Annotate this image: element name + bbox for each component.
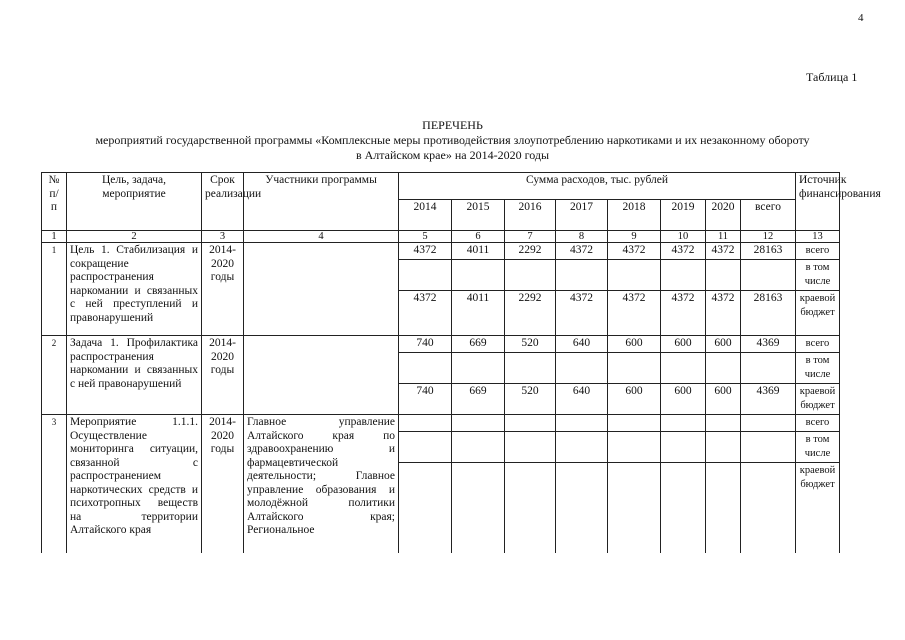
column-number: 10 — [661, 231, 706, 243]
column-number: 11 — [706, 231, 741, 243]
row-term: 2014-2020 годы — [202, 336, 244, 415]
header-source: Источник финансирования — [796, 173, 840, 231]
source-budget: краевой бюджет — [796, 463, 840, 554]
value-budget: 4369 — [741, 384, 796, 415]
header-row — [42, 173, 840, 200]
row-goal: Цель 1. Стабилизация и сокращение распространения наркомании и связанных с ней преступлений и правонарушений — [67, 243, 202, 336]
column-number: 2 — [67, 231, 202, 243]
value-total: 4011 — [452, 243, 505, 260]
table-row — [42, 336, 840, 353]
column-number: 9 — [608, 231, 661, 243]
value-total: 4372 — [399, 243, 452, 260]
column-number: 7 — [505, 231, 556, 243]
row-goal: Задача 1. Профилактика распространения наркомании и связанных с ней правонарушений — [67, 336, 202, 415]
source-budget: краевой бюджет — [796, 291, 840, 336]
value-total: 4372 — [556, 243, 608, 260]
value-budget: 4372 — [556, 291, 608, 336]
value-total: 600 — [608, 336, 661, 353]
row-term: 2014-2020 годы — [202, 415, 244, 554]
source-total: всего — [796, 336, 840, 353]
source-total: всего — [796, 243, 840, 260]
value-total: 520 — [505, 336, 556, 353]
value-total: 669 — [452, 336, 505, 353]
header-term: Срок реализации — [202, 173, 244, 231]
header-total: всего — [741, 200, 796, 231]
value-budget: 740 — [399, 384, 452, 415]
value-budget: 4372 — [661, 291, 706, 336]
value-budget: 669 — [452, 384, 505, 415]
row-goal: Мероприятие 1.1.1. Осуществление мониторинга ситуации, связанной с распространением наркотических средств и психотропных веществ на территории Алтайского края — [67, 415, 202, 554]
header-num: № п/ п — [42, 173, 67, 231]
source-budget: краевой бюджет — [796, 384, 840, 415]
value-budget: 600 — [608, 384, 661, 415]
title-line-2: мероприятий государственной программы «Комплексные меры противодействия злоупотреблению наркотиками и их незаконному обороту — [95, 133, 810, 147]
value-budget: 4372 — [706, 291, 741, 336]
value-budget: 640 — [556, 384, 608, 415]
row-participants — [244, 336, 399, 415]
source-total: всего — [796, 415, 840, 432]
table-row — [42, 415, 840, 432]
page-number: 4 — [858, 12, 864, 24]
value-budget: 520 — [505, 384, 556, 415]
value-budget: 4011 — [452, 291, 505, 336]
source-including: в том числе — [796, 260, 840, 291]
row-participants — [244, 243, 399, 336]
row-term: 2014-2020 годы — [202, 243, 244, 336]
column-number: 5 — [399, 231, 452, 243]
column-numbers-row — [42, 231, 840, 243]
header-goal: Цель, задача, мероприятие — [67, 173, 202, 231]
header-participants: Участники программы — [244, 173, 399, 231]
header-year: 2018 — [608, 200, 661, 231]
program-measures-table — [41, 172, 881, 553]
value-total: 600 — [706, 336, 741, 353]
header-year: 2020 — [706, 200, 741, 231]
value-total: 740 — [399, 336, 452, 353]
value-total: 600 — [661, 336, 706, 353]
row-number: 3 — [42, 415, 67, 554]
value-total: 2292 — [505, 243, 556, 260]
column-number: 3 — [202, 231, 244, 243]
value-total: 4372 — [661, 243, 706, 260]
header-sum: Сумма расходов, тыс. рублей — [399, 173, 796, 200]
column-number: 1 — [42, 231, 67, 243]
column-number: 12 — [741, 231, 796, 243]
value-budget: 4372 — [608, 291, 661, 336]
row-number: 1 — [42, 243, 67, 336]
column-number: 6 — [452, 231, 505, 243]
document-title — [0, 118, 905, 163]
value-budget: 600 — [661, 384, 706, 415]
value-budget: 2292 — [505, 291, 556, 336]
value-budget: 4372 — [399, 291, 452, 336]
value-total: 4372 — [706, 243, 741, 260]
value-total: 4372 — [608, 243, 661, 260]
title-line-1: ПЕРЕЧЕНЬ — [422, 118, 483, 132]
source-including: в том числе — [796, 353, 840, 384]
value-total: 640 — [556, 336, 608, 353]
row-participants: Главное управление Алтайского края по здравоохранению и фармацевтической деятельности; Главное управление образования и молодёжной политики Алтайского края; Региональное — [244, 415, 399, 554]
title-line-3: в Алтайском крае» на 2014-2020 годы — [355, 148, 550, 162]
source-including: в том числе — [796, 432, 840, 463]
value-budget: 600 — [706, 384, 741, 415]
row-number: 2 — [42, 336, 67, 415]
column-number: 8 — [556, 231, 608, 243]
column-number: 4 — [244, 231, 399, 243]
table-row — [42, 243, 840, 260]
header-year: 2014 — [399, 200, 452, 231]
column-number: 13 — [796, 231, 840, 243]
value-total: 28163 — [741, 243, 796, 260]
header-year: 2019 — [661, 200, 706, 231]
header-year: 2017 — [556, 200, 608, 231]
header-year: 2016 — [505, 200, 556, 231]
header-year: 2015 — [452, 200, 505, 231]
value-budget: 28163 — [741, 291, 796, 336]
table-label: Таблица 1 — [806, 70, 858, 84]
value-total: 4369 — [741, 336, 796, 353]
